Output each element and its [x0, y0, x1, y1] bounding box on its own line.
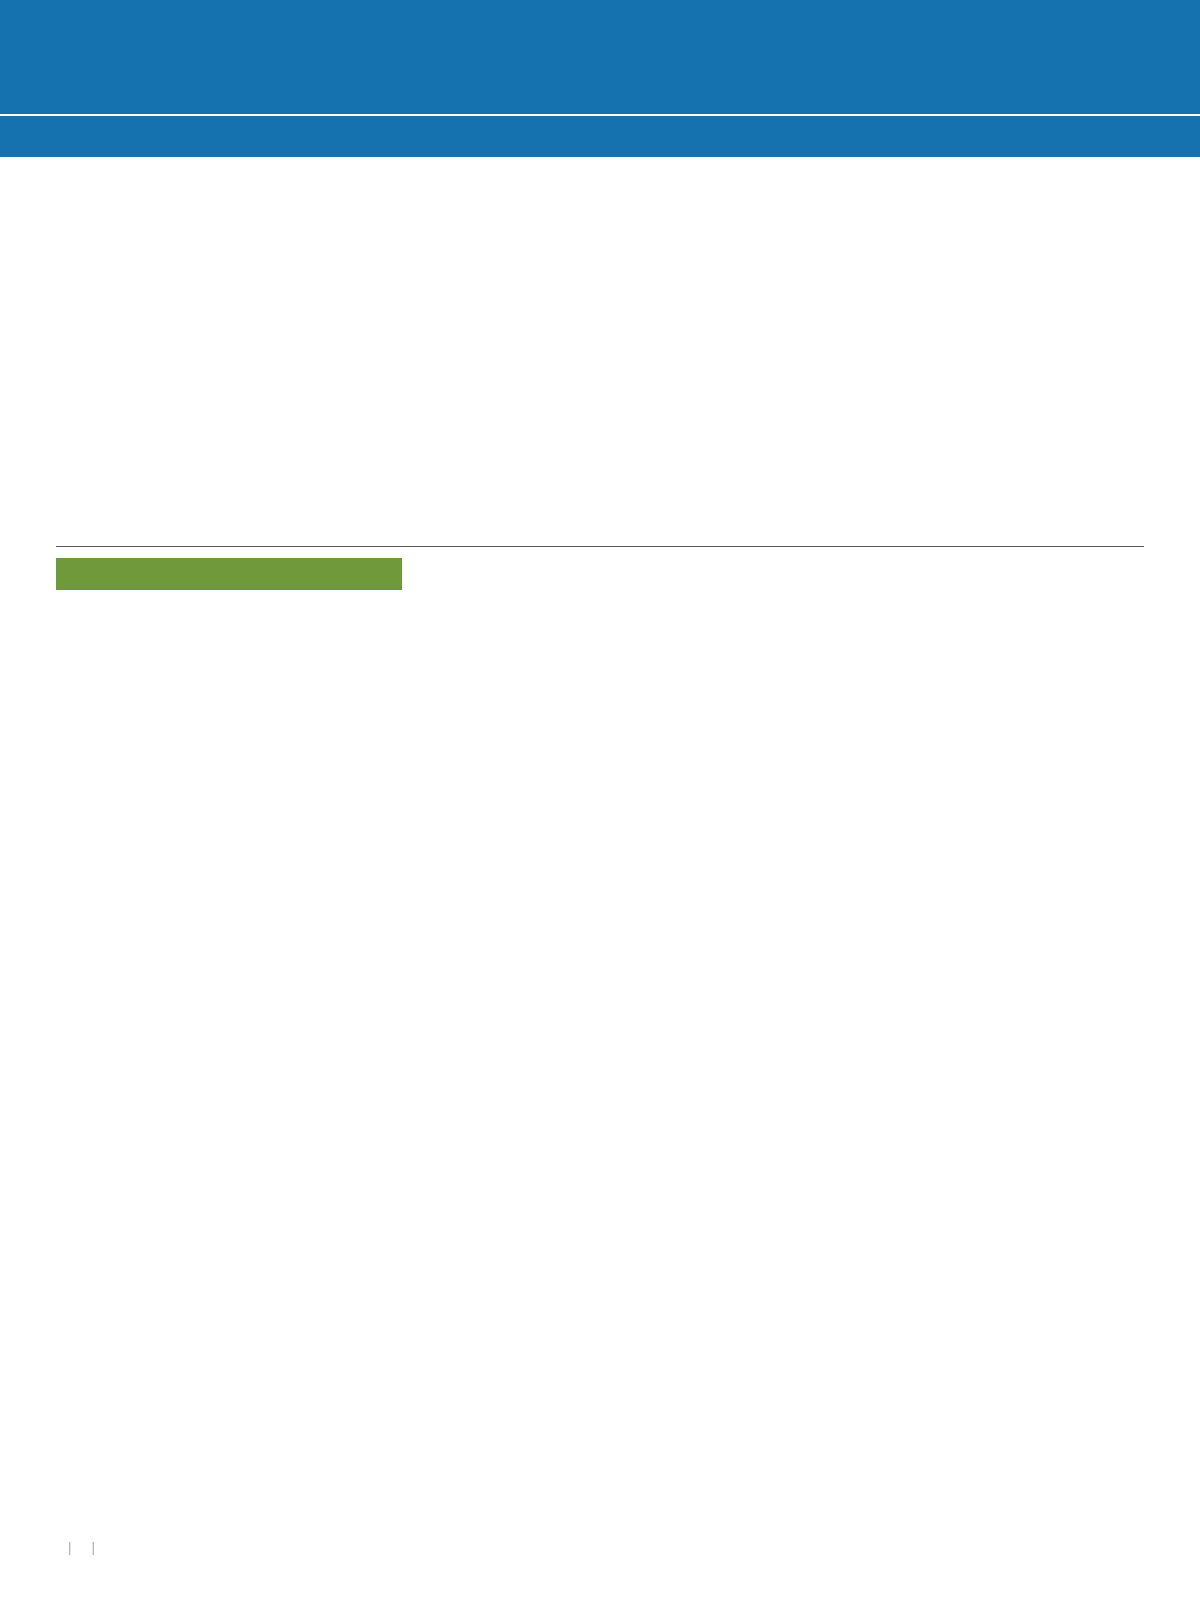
article-column-3 — [798, 252, 1140, 524]
article-column-1 — [56, 252, 398, 524]
sidebar-heading — [56, 558, 402, 590]
section-divider — [56, 546, 1144, 547]
footer-separator: | — [68, 1540, 72, 1555]
header-rule — [0, 114, 1200, 116]
page-footer — [36, 1540, 105, 1580]
page-header — [0, 0, 1200, 157]
article-column-2 — [427, 252, 769, 524]
footer-separator: | — [91, 1540, 96, 1555]
